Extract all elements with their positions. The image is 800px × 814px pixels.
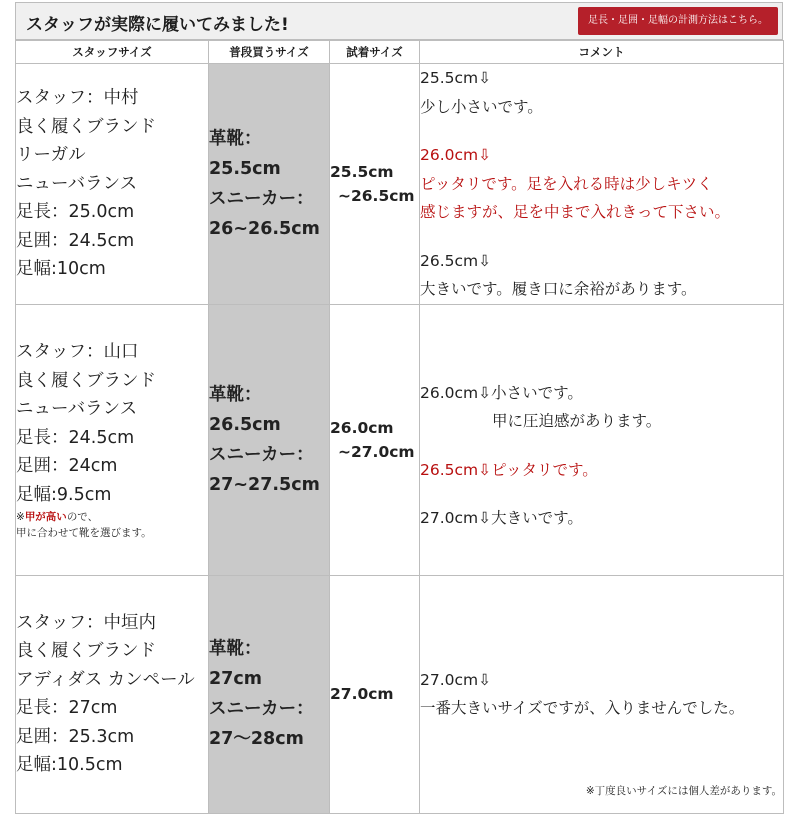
comment-line: 27.0cm⇩ bbox=[420, 670, 492, 689]
usual-size-cell bbox=[209, 575, 330, 813]
staff-brand-label: 良く履くブランド bbox=[16, 116, 156, 137]
comment-line: 大きいです。履き口に余裕があります。 bbox=[420, 280, 697, 298]
staff-name: スタッフ：中村 bbox=[16, 88, 139, 108]
tried-size: 27.0cm bbox=[330, 685, 394, 703]
sneakers-label: スニーカー： bbox=[209, 699, 314, 719]
sneakers-label: スニーカー： bbox=[209, 444, 314, 465]
foot-length: 足長：25.0cm bbox=[16, 202, 135, 222]
table-row bbox=[16, 64, 784, 305]
staff-brand-label: 良く履くブランド bbox=[16, 641, 156, 661]
leather-shoes-label: 革靴： bbox=[209, 384, 262, 405]
tried-size: ~27.0cm bbox=[338, 442, 415, 461]
staff-info-cell bbox=[16, 575, 209, 813]
sneakers-size: 26~26.5cm bbox=[209, 218, 320, 239]
staff-name: スタッフ：中垣内 bbox=[16, 612, 156, 633]
staff-info-cell bbox=[16, 304, 209, 575]
comment-line: 甲に圧迫感があります。 bbox=[492, 412, 662, 430]
staff-brand: ニューバランス bbox=[16, 173, 138, 194]
column-header-staff-size: スタッフサイズ bbox=[16, 41, 209, 64]
measurement-guide-button[interactable]: 足長・足囲・足幅の計測方法はこちら。 bbox=[578, 7, 778, 35]
title-bar bbox=[15, 2, 783, 40]
foot-girth: 足囲：25.3cm bbox=[16, 726, 135, 747]
tried-size-cell bbox=[330, 64, 420, 305]
tried-size-cell bbox=[330, 575, 420, 813]
staff-info-cell bbox=[16, 64, 209, 305]
leather-shoes-label: 革靴： bbox=[209, 639, 262, 659]
comment-cell bbox=[420, 304, 784, 575]
column-header-usual-size: 普段買うサイズ bbox=[209, 41, 330, 64]
tried-size: ~26.5cm bbox=[338, 186, 415, 205]
size-comparison-table bbox=[15, 40, 784, 814]
leather-shoes-size: 25.5cm bbox=[209, 158, 281, 179]
comment-line-highlight: ピッタリです。足を入れる時は少しキツく bbox=[420, 174, 713, 193]
foot-girth: 足囲：24cm bbox=[16, 456, 118, 476]
comment-line-highlight: 26.5cm⇩ピッタリです。 bbox=[420, 460, 598, 479]
comment-line: 26.0cm⇩小さいです。 bbox=[420, 383, 583, 402]
table-row bbox=[16, 575, 784, 813]
comment-line-highlight: 感じますが、足を中まで入れきって下さい。 bbox=[420, 203, 731, 221]
foot-width: 足幅:9.5cm bbox=[16, 484, 112, 505]
comment-line: 26.5cm⇩ bbox=[420, 251, 492, 270]
footer-note: ※丁度良いサイズには個人差があります。 bbox=[585, 785, 782, 797]
usual-size-cell bbox=[209, 64, 330, 305]
foot-width: 足幅:10cm bbox=[16, 259, 106, 279]
comment-line: 27.0cm⇩大きいです。 bbox=[420, 509, 583, 527]
page-title: スタッフが実際に履いてみました! bbox=[26, 15, 289, 35]
foot-length: 足長：24.5cm bbox=[16, 427, 135, 448]
table-header-row bbox=[16, 41, 784, 64]
sneakers-size: 27〜28cm bbox=[209, 729, 304, 749]
sneakers-size: 27~27.5cm bbox=[209, 474, 320, 495]
foot-length: 足長：27cm bbox=[16, 698, 118, 718]
staff-note: 甲に合わせて靴を選びます。 bbox=[16, 527, 152, 539]
leather-shoes-size: 26.5cm bbox=[209, 414, 281, 435]
staff-note: ※甲が高いので、 bbox=[16, 511, 99, 523]
comment-line: 25.5cm⇩ bbox=[420, 69, 492, 87]
staff-brand-label: 良く履くブランド bbox=[16, 370, 156, 391]
staff-brand: リーガル bbox=[16, 145, 86, 165]
comment-line-highlight: 26.0cm⇩ bbox=[420, 146, 492, 164]
comment-cell bbox=[420, 575, 784, 813]
tried-size: 26.0cm bbox=[330, 418, 394, 437]
usual-size-cell bbox=[209, 304, 330, 575]
table-row bbox=[16, 304, 784, 575]
column-header-tried-size: 試着サイズ bbox=[330, 41, 420, 64]
staff-brand: ニューバランス bbox=[16, 399, 138, 419]
sneakers-label: スニーカー： bbox=[209, 188, 314, 209]
tried-size: 25.5cm bbox=[330, 162, 394, 181]
comment-cell bbox=[420, 64, 784, 305]
leather-shoes-label: 革靴： bbox=[209, 128, 262, 149]
tried-size-cell bbox=[330, 304, 420, 575]
foot-girth: 足囲：24.5cm bbox=[16, 230, 135, 251]
staff-name: スタッフ：山口 bbox=[16, 342, 139, 362]
foot-width: 足幅:10.5cm bbox=[16, 755, 123, 775]
comment-line: 少し小さいです。 bbox=[420, 97, 543, 116]
leather-shoes-size: 27cm bbox=[209, 669, 262, 689]
column-header-comment: コメント bbox=[420, 41, 784, 64]
staff-brand: アディダス カンペール bbox=[16, 669, 195, 690]
comment-line: 一番大きいサイズですが、入りませんでした。 bbox=[420, 699, 745, 717]
